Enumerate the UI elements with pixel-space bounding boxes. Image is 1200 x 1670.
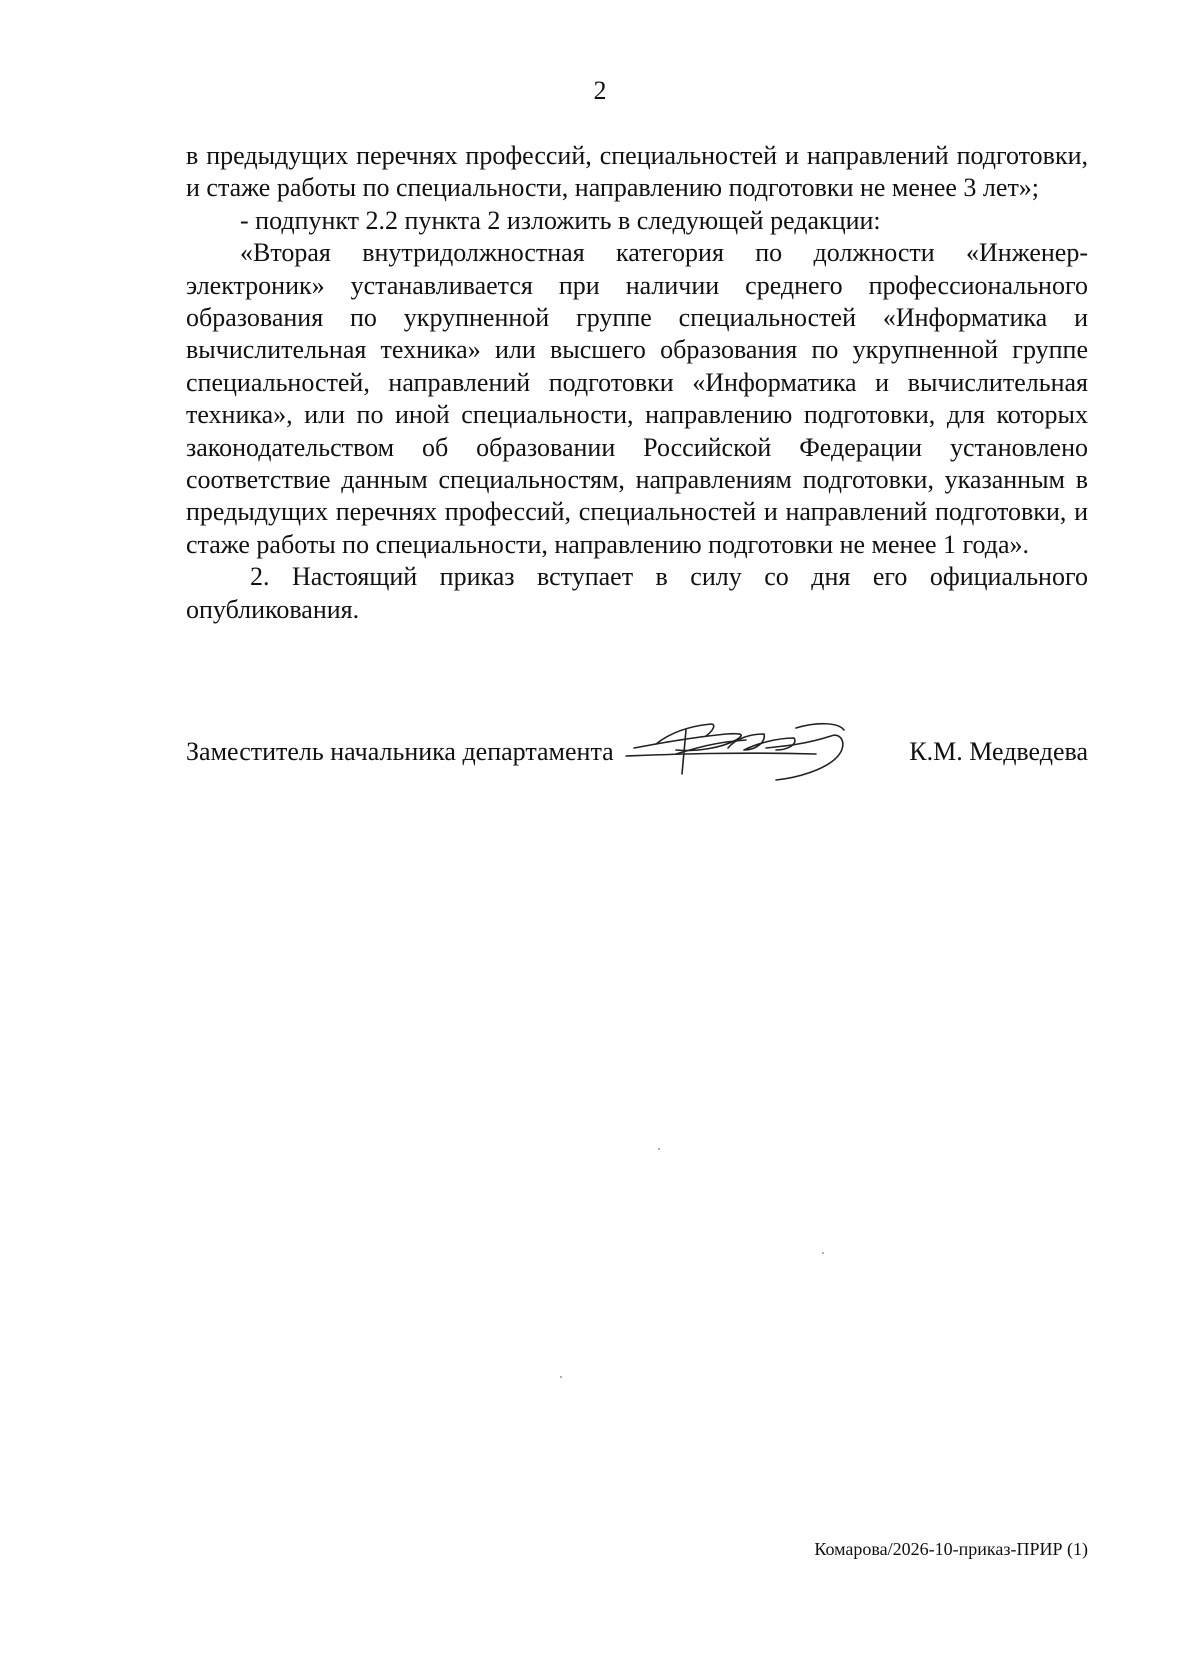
document-body (186, 140, 1088, 626)
paragraph-continuation: в предыдущих перечнях профессий, специальностей и направлений подготовки, и стаже работы по специальности, направлению подготовки не менее 3 лет»; (186, 141, 1088, 203)
page-number: 2 (593, 76, 607, 105)
paragraph-category-definition: «Вторая внутридолжностная категория по должности «Инженер-электроник» устанавливается при наличии среднего профессионального образования по укрупненной группе специальностей «Информатика и вычислительная техника» или высшего образования по укрупненной группе специальностей, направлений подготовки «Информатика и вычислительная техника», или по иной специальности, направлению подготовки, для которых законодательством об образовании Российской Федерации установлено соответствие данным специальностям, направлениям подготовки, указанным в предыдущих перечнях профессий, специальностей и направлений подготовки, и стаже работы по специальности, направлению подготовки не менее 1 года». (186, 238, 1088, 559)
signatory-name: К.М. Медведева (909, 737, 1088, 766)
document-reference-footer: Комарова/2026-10-приказ-ПРИР (1) (814, 1539, 1088, 1559)
handwritten-signature (616, 704, 856, 784)
signature-block (186, 730, 1088, 790)
paragraph-subpoint-instruction: - подпункт 2.2 пункта 2 изложить в следующей редакции: (240, 205, 881, 235)
scan-speck (822, 1252, 824, 1254)
scan-speck (658, 1148, 660, 1150)
scan-speck (560, 1376, 562, 1378)
paragraph-effective-date: 2. Настоящий приказ вступает в силу со дня его официального опубликования. (186, 562, 1088, 624)
signatory-role: Заместитель начальника департамента (186, 737, 614, 766)
